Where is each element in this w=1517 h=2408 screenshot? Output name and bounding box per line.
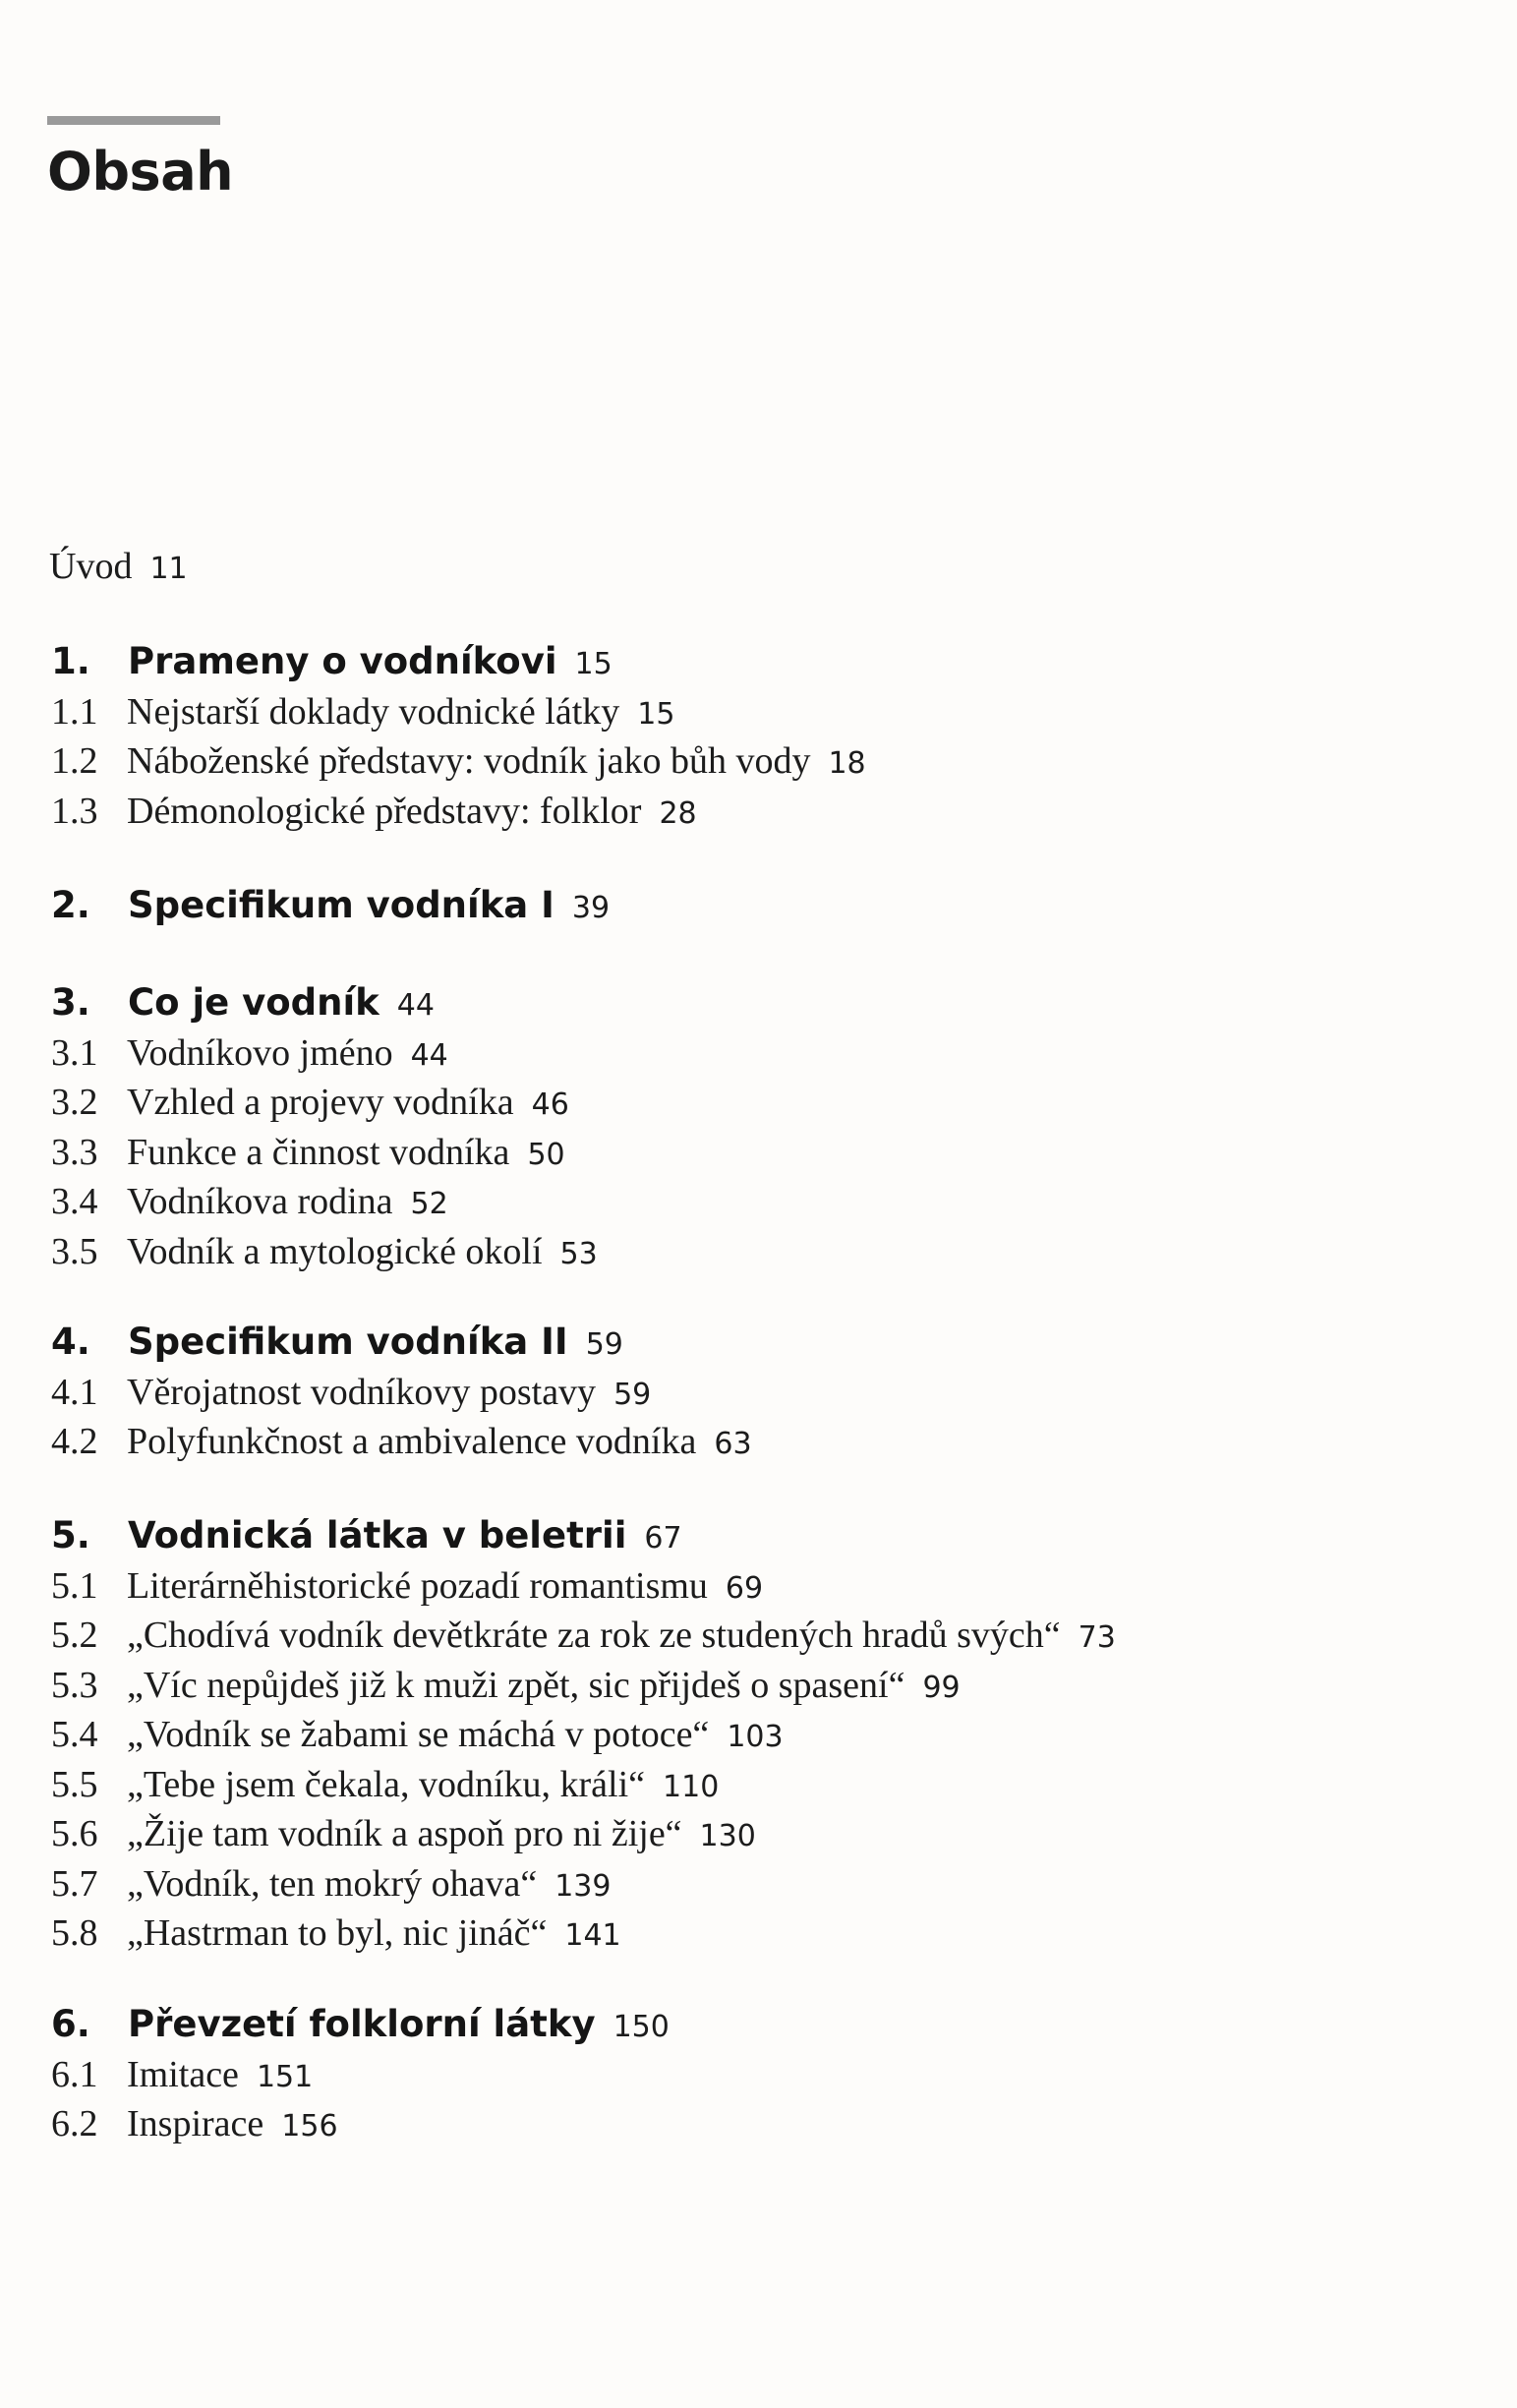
toc-section-number: 3.2	[51, 1082, 98, 1123]
toc-page-number: 46	[531, 1087, 569, 1122]
toc-page-number: 139	[554, 1868, 612, 1904]
heading-rule	[47, 116, 220, 125]
toc-section	[51, 1028, 448, 1081]
toc-page-number: 69	[725, 1570, 764, 1606]
toc-section-title: Démonologické představy: folklor	[127, 790, 642, 832]
toc-section-number: 5.7	[51, 1862, 98, 1905]
toc-section	[51, 1611, 1116, 1663]
toc-section-title: Nejstarší doklady vodnické látky	[127, 690, 620, 733]
toc-section-number: 1.3	[51, 790, 98, 832]
toc-page-number: 110	[663, 1769, 720, 1804]
toc-page-number: 52	[410, 1187, 448, 1221]
toc-section	[51, 1710, 784, 1762]
toc-section	[51, 1859, 611, 1911]
toc-page-number: 53	[559, 1236, 598, 1271]
toc-section	[51, 1368, 651, 1420]
toc-section-title: „Tebe jsem čekala, vodníku, králi“	[127, 1763, 646, 1805]
toc-chapter-title: Specifikum vodníka II	[128, 1321, 568, 1363]
toc-chapter-title: Prameny o vodníkovi	[128, 640, 557, 682]
toc-chapter-title: Vodnická látka v beletrii	[128, 1514, 627, 1556]
toc-page-number: 18	[828, 746, 866, 781]
toc-section-title: Vodníkova rodina	[127, 1181, 393, 1222]
toc-section	[51, 1661, 961, 1713]
toc-section-number: 5.1	[51, 1564, 98, 1607]
toc-section-number: 5.8	[51, 1912, 98, 1954]
toc-section-number: 5.5	[51, 1763, 98, 1805]
toc-section-title: Vodníkovo jméno	[127, 1031, 393, 1074]
toc-chapter	[51, 978, 435, 1030]
toc-page-number: 103	[727, 1720, 784, 1754]
toc-section	[51, 736, 866, 789]
toc-section	[51, 1561, 763, 1614]
toc-section	[51, 1760, 719, 1812]
toc-section	[51, 2099, 338, 2151]
toc-chapter-number: 6.	[51, 2003, 90, 2045]
toc-section	[51, 2050, 313, 2102]
toc-section-number: 3.3	[51, 1131, 98, 1173]
toc-page-number: 44	[396, 988, 435, 1023]
toc-section-number: 1.2	[51, 740, 98, 782]
toc-section-title: „Víc nepůjdeš již k muži zpět, sic přijdeš o spasení“	[127, 1664, 905, 1706]
toc-page-number: 15	[637, 696, 675, 732]
toc-intro-label: Úvod	[49, 546, 133, 587]
toc-section-number: 3.5	[51, 1230, 98, 1272]
toc-chapter-number: 3.	[51, 981, 90, 1024]
toc-section	[51, 1078, 569, 1130]
toc-section	[51, 1909, 621, 1961]
toc-page-number: 59	[613, 1377, 652, 1412]
toc-page-number: 63	[714, 1427, 752, 1461]
toc-page-number: 99	[922, 1670, 961, 1705]
toc-section-title: „Vodník, ten mokrý ohava“	[127, 1862, 538, 1905]
toc-section-title: Vzhled a projevy vodníka	[127, 1082, 514, 1123]
toc-section-title: „Vodník se žabami se máchá v potoce“	[127, 1714, 710, 1755]
toc-chapter	[51, 637, 613, 689]
toc-section-number: 3.1	[51, 1031, 98, 1074]
toc-chapter-title: Specifikum vodníka I	[128, 884, 554, 926]
toc-chapter-number: 5.	[51, 1514, 90, 1556]
toc-section-number: 4.1	[51, 1371, 98, 1413]
toc-chapter	[51, 1318, 623, 1370]
toc-section-title: „Hastrman to byl, nic jináč“	[127, 1912, 548, 1954]
toc-section-number: 5.3	[51, 1664, 98, 1706]
toc-section	[51, 1227, 598, 1279]
toc-section-title: „Chodívá vodník devětkráte za rok ze studených hradů svých“	[127, 1615, 1061, 1656]
toc-chapter	[51, 2000, 670, 2052]
toc-chapter-title: Převzetí folklorní látky	[128, 2003, 596, 2045]
toc-section-title: „Žije tam vodník a aspoň pro ni žije“	[127, 1813, 682, 1854]
toc-page-number: 50	[527, 1137, 565, 1172]
toc-chapter-number: 2.	[51, 884, 90, 926]
toc-page-number: 67	[644, 1521, 682, 1556]
toc-section-title: Náboženské představy: vodník jako bůh vody	[127, 740, 811, 782]
toc-section	[51, 1177, 448, 1229]
toc-section-title: Polyfunkčnost a ambivalence vodníka	[127, 1421, 697, 1462]
toc-section	[51, 1417, 752, 1469]
toc-page-number: 73	[1078, 1620, 1116, 1655]
toc-chapter	[51, 881, 610, 933]
toc-page-number: 11	[149, 552, 188, 586]
toc-page-number: 130	[699, 1819, 756, 1853]
toc-section-title: Funkce a činnost vodníka	[127, 1131, 510, 1173]
toc-section	[51, 687, 674, 739]
toc-section-number: 6.1	[51, 2053, 98, 2095]
toc-section-number: 5.4	[51, 1714, 98, 1755]
toc-section-number: 4.2	[51, 1421, 98, 1462]
toc-page-number: 141	[564, 1918, 621, 1953]
toc-page-number: 15	[574, 647, 613, 681]
toc-section-number: 5.6	[51, 1813, 98, 1854]
toc-page-number: 59	[585, 1327, 623, 1362]
toc-section	[51, 1128, 565, 1180]
toc-page-number: 44	[410, 1037, 448, 1073]
toc-section-title: Imitace	[127, 2053, 239, 2095]
toc-page-number: 150	[613, 2010, 670, 2044]
toc-section	[51, 1809, 756, 1861]
toc-section-number: 5.2	[51, 1615, 98, 1656]
toc-section-title: Literárněhistorické pozadí romantismu	[127, 1564, 708, 1607]
toc-section-number: 3.4	[51, 1181, 98, 1222]
toc-chapter-number: 4.	[51, 1321, 90, 1363]
toc-chapter-title: Co je vodník	[128, 981, 379, 1024]
toc-page-number: 156	[281, 2109, 338, 2144]
toc-section	[51, 787, 697, 839]
toc-section-number: 6.2	[51, 2103, 98, 2144]
toc-page-number: 28	[659, 795, 697, 831]
toc-intro	[49, 542, 188, 594]
toc-page-number: 39	[571, 891, 611, 925]
toc-chapter	[51, 1511, 682, 1563]
page-title: Obsah	[47, 141, 234, 203]
toc-chapter-number: 1.	[51, 640, 90, 682]
toc-section-title: Vodník a mytologické okolí	[127, 1230, 543, 1272]
toc-section-title: Inspirace	[127, 2103, 264, 2144]
toc-section-title: Věrojatnost vodníkovy postavy	[127, 1371, 597, 1413]
toc-page-number: 151	[256, 2059, 314, 2094]
toc-section-number: 1.1	[51, 690, 98, 733]
